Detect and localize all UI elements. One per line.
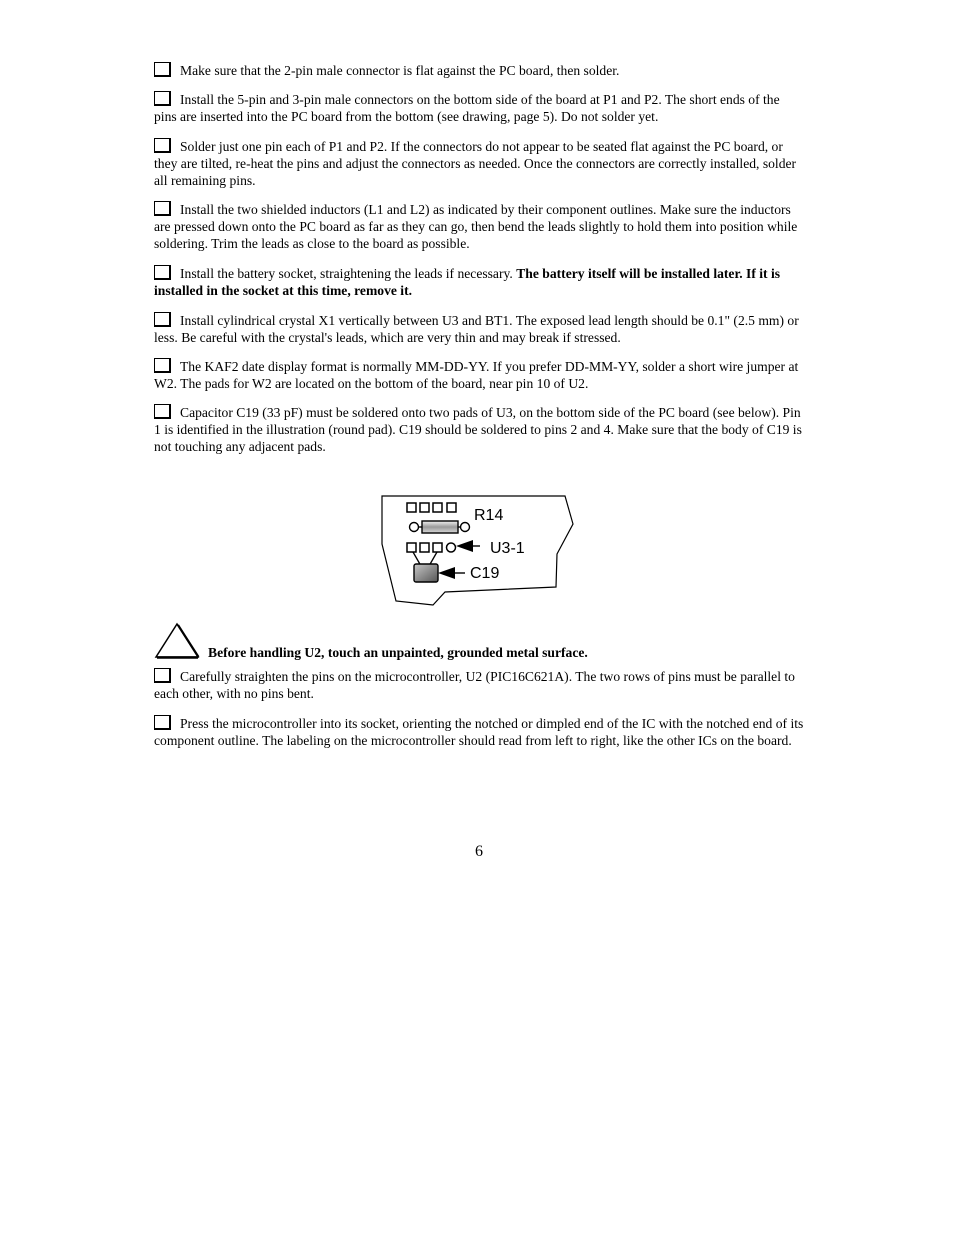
pcb-illustration — [381, 494, 576, 608]
step-bold-text: The battery itself will be installed later. If it is installed in the socket at this time, remove it. — [154, 266, 781, 298]
step-text: Install the battery socket, straightening the leads if necessary. — [180, 266, 517, 281]
step-4 — [154, 201, 804, 252]
c19-capacitor — [414, 564, 438, 582]
checkbox-icon[interactable] — [154, 201, 171, 216]
step-text: Press the microcontroller into its socket, orienting the notched or dimpled end of the IC with the notched end of its component outline. The labeling on the microcontroller should read from left to right, like the other ICs on the board. — [154, 716, 804, 748]
step-3 — [154, 138, 804, 189]
step-1 — [154, 62, 804, 79]
step-text: Install the two shielded inductors (L1 and L2) as indicated by their component outlines. Make sure the inductors are pressed down onto the PC board as far as they can go, then bend the leads slightly to hold them into position while soldering. Trim the leads as close to the board as possible. — [154, 202, 798, 251]
step-text: Capacitor C19 (33 pF) must be soldered onto two pads of U3, on the bottom side of the PC board (see below). Pin 1 is identified in the illustration (round pad). C19 should be soldered to pins 2 and 4. Make sure that the body of C19 is not touching any adjacent pads. — [154, 405, 802, 454]
step-7 — [154, 358, 804, 392]
checkbox-icon[interactable] — [154, 265, 171, 280]
warning-text: Before handling U2, touch an unpainted, grounded metal surface. — [208, 645, 588, 660]
checkbox-icon[interactable] — [154, 404, 171, 419]
step-text: Carefully straighten the pins on the microcontroller, U2 (PIC16C621A). The two rows of pins must be parallel to each other, with no pins bent. — [154, 669, 795, 701]
checkbox-icon[interactable] — [154, 91, 171, 106]
step-text: The KAF2 date display format is normally MM-DD-YY. If you prefer DD-MM-YY, solder a short wire jumper at W2. The pads for W2 are located on the bottom of the board, near pin 10 of U2. — [154, 359, 799, 391]
checkbox-icon[interactable] — [154, 358, 171, 373]
step-10 — [154, 715, 804, 749]
step-9 — [154, 668, 804, 702]
step-8 — [154, 404, 804, 455]
r14-label: R14 — [474, 507, 504, 524]
step-5 — [154, 265, 804, 299]
step-text: Solder just one pin each of P1 and P2. If the connectors do not appear to be seated flat against the PC board, or they are tilted, re-heat the pins and adjust the connectors as needed. Once the connectors are correctly installed, solder all remaining pins. — [154, 139, 797, 188]
step-2 — [154, 91, 804, 125]
checkbox-icon[interactable] — [154, 715, 171, 730]
checkbox-icon[interactable] — [154, 62, 171, 77]
checkbox-icon[interactable] — [154, 138, 171, 153]
page-number: 6 — [475, 843, 483, 860]
u3-1-label: U3-1 — [490, 540, 525, 557]
c19-label: C19 — [470, 565, 500, 582]
step-text: Install the 5-pin and 3-pin male connectors on the bottom side of the board at P1 and P2. The short ends of the pins are inserted into the PC board from the bottom (see drawing, page 5). Do not solder yet. — [154, 92, 780, 124]
step-text: Make sure that the 2-pin male connector is flat against the PC board, then solder. — [180, 63, 620, 78]
checkbox-icon[interactable] — [154, 668, 171, 683]
checkbox-icon[interactable] — [154, 312, 171, 327]
warning-triangle-icon — [154, 622, 200, 660]
warning-notice — [154, 620, 804, 660]
step-6 — [154, 312, 804, 346]
step-text: Install cylindrical crystal X1 vertically between U3 and BT1. The exposed lead length should be 0.1" (2.5 mm) or less. Be careful with the crystal's leads, which are very thin and may break if stressed. — [154, 313, 799, 345]
